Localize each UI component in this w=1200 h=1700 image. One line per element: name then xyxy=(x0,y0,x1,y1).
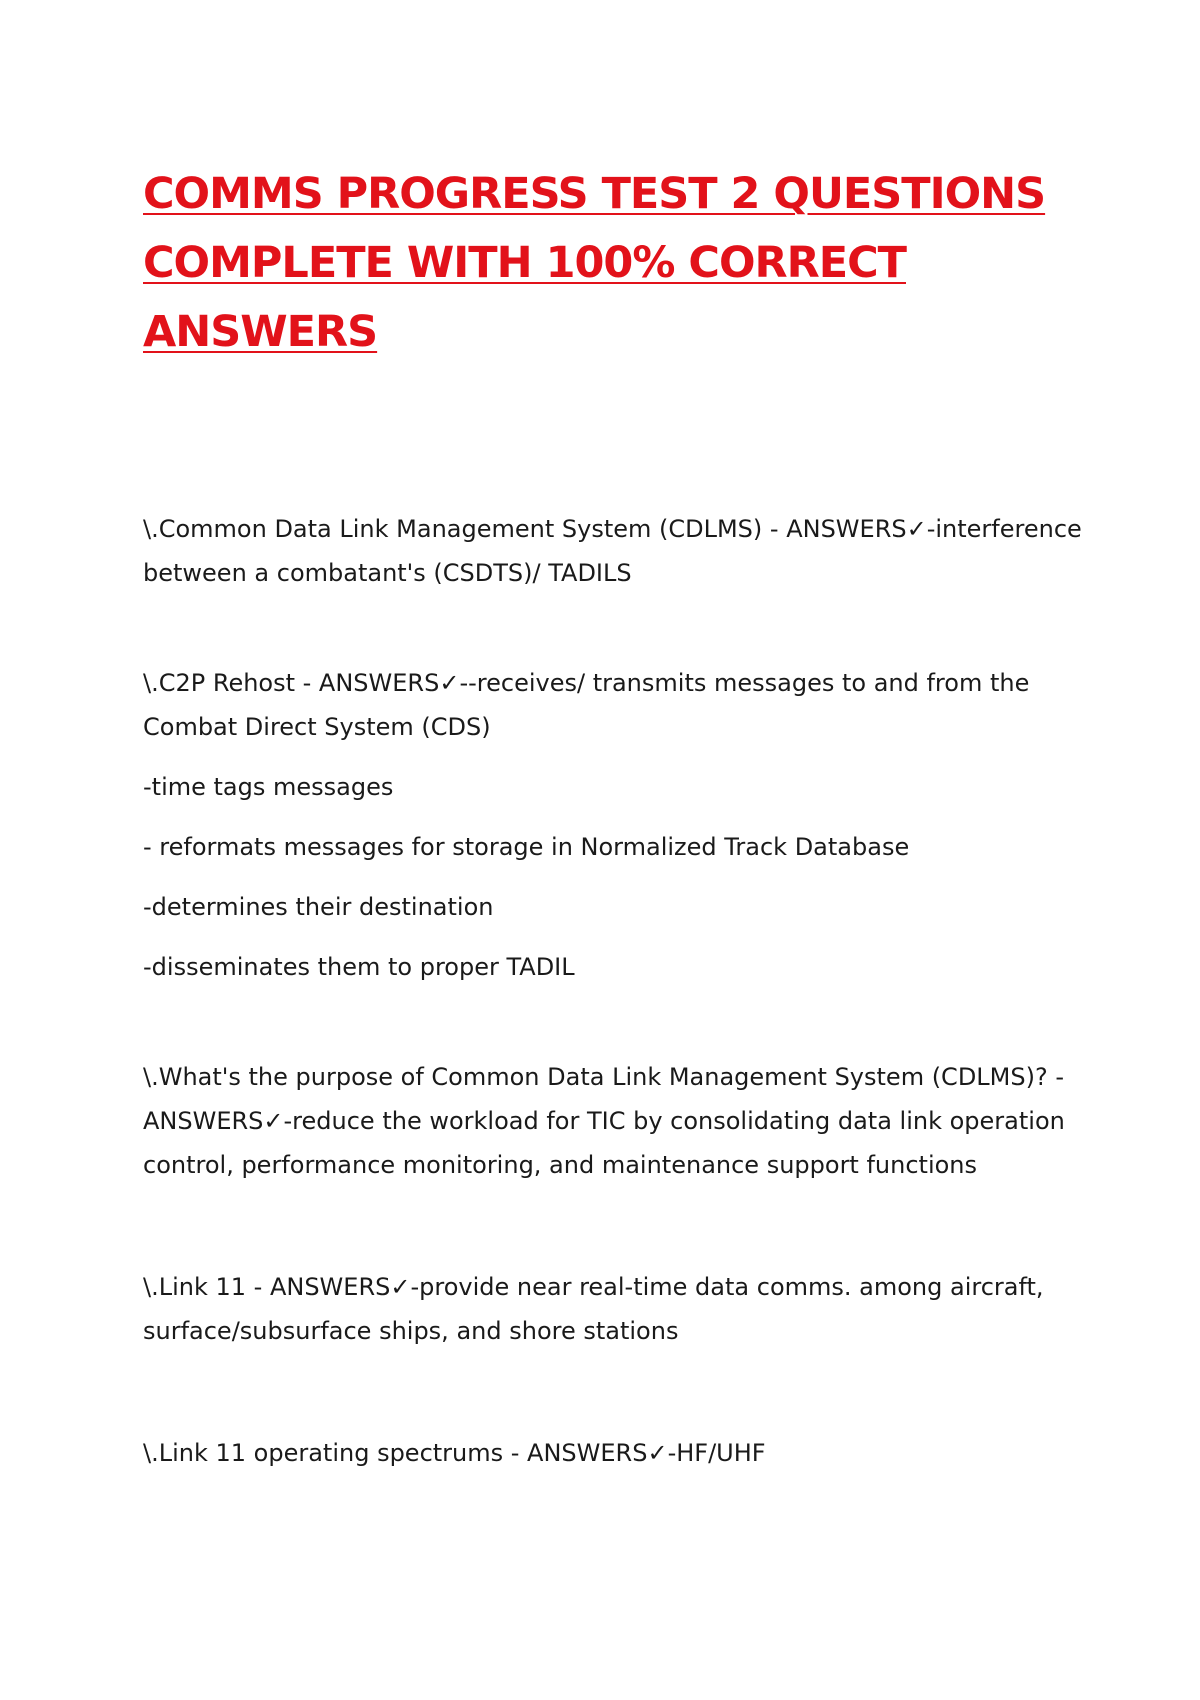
qa-entry-text: \.Link 11 operating spectrums - ANSWERS✓-HF/UHF xyxy=(143,1439,766,1467)
qa-entry-text: \.Common Data Link Management System (CDLMS) - ANSWERS✓-interference between a combatant's (CSDTS)/ TADILS xyxy=(143,515,1082,587)
document-title xyxy=(143,160,1083,367)
document-title-text: COMMS PROGRESS TEST 2 QUESTIONS COMPLETE WITH 100% CORRECT ANSWERS xyxy=(143,169,1046,357)
qa-entry xyxy=(143,1055,1083,1187)
qa-sub-item: -time tags messages xyxy=(143,773,394,801)
qa-list xyxy=(143,507,1083,1475)
qa-entry-text: \.C2P Rehost - ANSWERS✓--receives/ transmits messages to and from the Combat Direct System (CDS) xyxy=(143,669,1030,741)
document-page xyxy=(143,160,1083,1541)
qa-entry xyxy=(143,507,1083,595)
qa-entry-text: \.Link 11 - ANSWERS✓-provide near real-time data comms. among aircraft, surface/subsurface ships, and shore stations xyxy=(143,1273,1044,1345)
qa-entry xyxy=(143,1431,1083,1475)
qa-sub-item: - reformats messages for storage in Normalized Track Database xyxy=(143,833,910,861)
qa-sub-item: -determines their destination xyxy=(143,893,494,921)
qa-sub-item: -disseminates them to proper TADIL xyxy=(143,953,575,981)
qa-entry-text: \.What's the purpose of Common Data Link Management System (CDLMS)? - ANSWERS✓-reduce the workload for TIC by consolidating data link operation control, performance monitoring, and maintenance support functions xyxy=(143,1063,1065,1179)
qa-entry xyxy=(143,661,1083,989)
qa-entry xyxy=(143,1265,1083,1353)
